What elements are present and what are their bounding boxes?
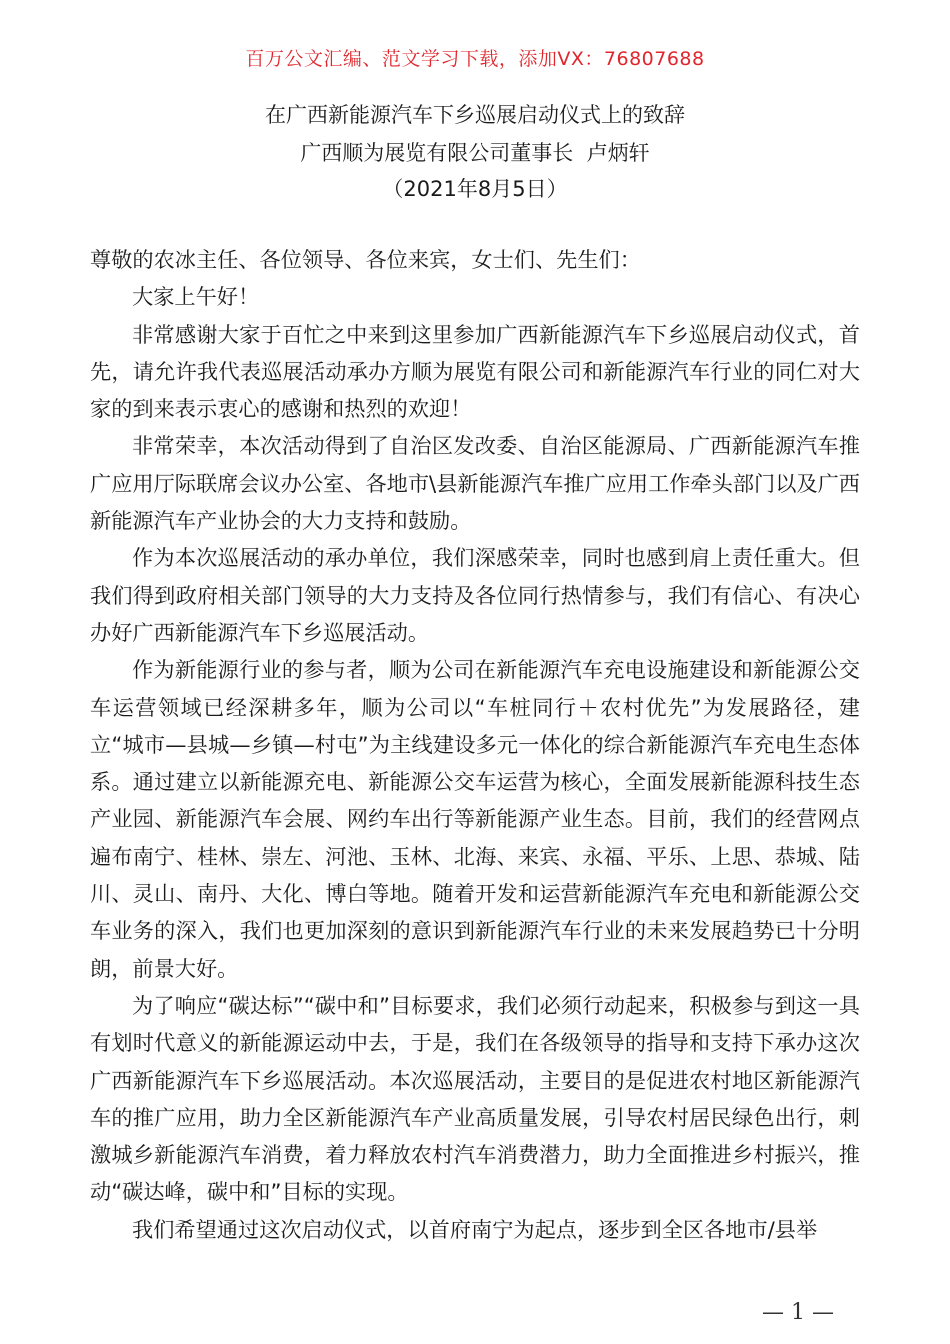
salutation: 尊敬的农冰主任、各位领导、各位来宾，女士们、先生们：	[90, 247, 641, 272]
speaker-line: 广西顺为展览有限公司董事长 卢炳轩	[300, 141, 650, 165]
paragraph: 作为新能源行业的参与者，顺为公司在新能源汽车充电设施建设和新能源公交车运营领域已经深耕多年，顺为公司以“车桩同行＋农村优先”为发展路径，建立“城市—县城—乡镇—村屯”为主线建设多元一体化的综合新能源汽车充电生态体系。通过建立以新能源充电、新能源公交车运营为核心，全面发展新能源科技生态产业园、新能源汽车会展、网约车出行等新能源产业生态。目前，我们的经营网点遍布南宁、桂林、崇左、河池、玉林、北海、来宾、永福、平乐、上思、恭城、陆川、灵山、南丹、大化、博白等地。随着开发和运营新能源汽车充电和新能源公交车业务的深入，我们也更加深刻的意识到新能源汽车行业的未来发展趋势已十分明朗，前景大好。	[90, 657, 860, 981]
paragraph: 非常感谢大家于百忙之中来到这里参加广西新能源汽车下乡巡展启动仪式，首先，请允许我代表巡展活动承办方顺为展览有限公司和新能源汽车行业的同仁对大家的到来表示衷心的感谢和热烈的欢迎！	[90, 321, 860, 422]
document-body	[90, 241, 860, 1248]
document-title: 在广西新能源汽车下乡巡展启动仪式上的致辞	[265, 103, 685, 127]
paragraph: 为了响应“碳达标”“碳中和”目标要求，我们必须行动起来，积极参与到这一具有划时代意义的新能源运动中去，于是，我们在各级领导的指导和支持下承办这次广西新能源汽车下乡巡展活动。本次巡展活动，主要目的是促进农村地区新能源汽车的推广应用，助力全区新能源汽车产业高质量发展，引导农村居民绿色出行，刺激城乡新能源汽车消费，着力释放农村汽车消费潜力，助力全面推进乡村振兴，推动“碳达峰，碳中和”目标的实现。	[90, 992, 860, 1205]
paragraph: 我们希望通过这次启动仪式，以首府南宁为起点，逐步到全区各地市/县举	[132, 1216, 818, 1242]
document-date: （2021年8月5日）	[382, 177, 568, 201]
paragraph: 大家上午好！	[132, 284, 260, 310]
watermark-banner: 百万公文汇编、范文学习下载，添加VX：76807688	[245, 48, 705, 70]
page-number: — 1 —	[762, 1300, 834, 1325]
paragraph: 作为本次巡展活动的承办单位，我们深感荣幸，同时也感到肩上责任重大。但我们得到政府相关部门领导的大力支持及各位同行热情参与，我们有信心、有决心办好广西新能源汽车下乡巡展活动。	[90, 545, 860, 645]
paragraph: 非常荣幸，本次活动得到了自治区发改委、自治区能源局、广西新能源汽车推广应用厅际联席会议办公室、各地市\县新能源汽车推广应用工作牵头部门以及广西新能源汽车产业协会的大力支持和鼓励。	[90, 433, 860, 534]
